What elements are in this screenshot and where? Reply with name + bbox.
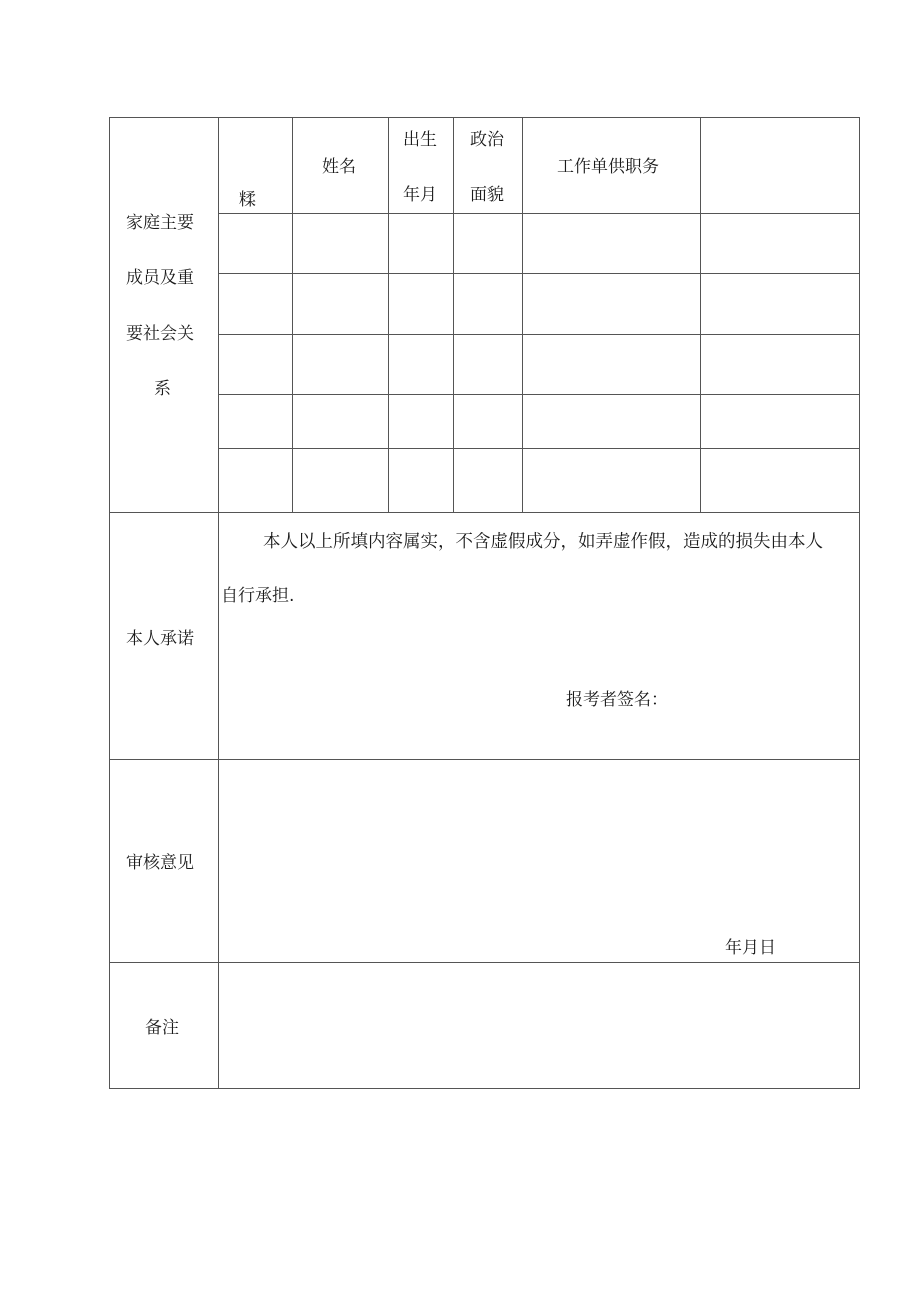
header-political-line2: 面貌 [470, 185, 504, 205]
header-work-position: 工作单供职务 [557, 157, 659, 177]
cell-name[interactable] [293, 274, 388, 334]
cell-birth[interactable] [389, 214, 453, 273]
cell-name[interactable] [293, 214, 388, 273]
pledge-text-line2: 自行承担. [221, 586, 295, 606]
cell-work[interactable] [523, 274, 700, 334]
cell-name[interactable] [293, 449, 388, 512]
header-name: 姓名 [322, 157, 356, 177]
cell-work[interactable] [523, 395, 700, 448]
cell-birth[interactable] [389, 449, 453, 512]
cell-work[interactable] [523, 449, 700, 512]
table-border-top [109, 117, 860, 118]
cell-relation[interactable] [219, 449, 292, 512]
cell-extra[interactable] [701, 335, 859, 394]
cell-political[interactable] [454, 395, 522, 448]
cell-political[interactable] [454, 449, 522, 512]
signature-field[interactable] [672, 684, 852, 716]
table-border-left [109, 117, 110, 1089]
cell-relation[interactable] [219, 274, 292, 334]
remarks-section-label: 备注 [145, 1018, 179, 1038]
pledge-text-line1: 本人以上所填内容属实，不含虚假成分，如弄虚作假，造成的损失由本人 [263, 532, 823, 552]
family-section-label-line: 要社会关 [126, 324, 194, 344]
review-date-label: 年月日 [725, 938, 776, 958]
header-political-line1: 政治 [470, 130, 504, 150]
header-relation: 糅 [239, 190, 256, 210]
cell-extra[interactable] [701, 449, 859, 512]
cell-relation[interactable] [219, 214, 292, 273]
cell-extra[interactable] [701, 214, 859, 273]
family-section-label-line: 家庭主要 [126, 213, 194, 233]
pledge-section-label: 本人承诺 [126, 629, 194, 649]
cell-extra[interactable] [701, 395, 859, 448]
header-birth-line2: 年月 [403, 185, 437, 205]
cell-work[interactable] [523, 214, 700, 273]
cell-political[interactable] [454, 214, 522, 273]
cell-work[interactable] [523, 335, 700, 394]
table-border-right [859, 117, 860, 1089]
cell-birth[interactable] [389, 335, 453, 394]
header-birth-line1: 出生 [403, 130, 437, 150]
cell-political[interactable] [454, 335, 522, 394]
signature-label: 报考者签名： [566, 690, 668, 710]
cell-birth[interactable] [389, 395, 453, 448]
review-section-label: 审核意见 [126, 853, 194, 873]
cell-political[interactable] [454, 274, 522, 334]
family-section-label-line: 系 [154, 379, 171, 399]
family-section-label-line: 成员及重 [126, 268, 194, 288]
cell-relation[interactable] [219, 335, 292, 394]
review-opinion-field[interactable] [219, 760, 859, 928]
remarks-field[interactable] [219, 963, 859, 1088]
cell-name[interactable] [293, 395, 388, 448]
cell-relation[interactable] [219, 395, 292, 448]
cell-name[interactable] [293, 335, 388, 394]
table-border-bottom [109, 1088, 860, 1089]
cell-extra[interactable] [701, 274, 859, 334]
section-divider-line [109, 512, 860, 513]
cell-birth[interactable] [389, 274, 453, 334]
